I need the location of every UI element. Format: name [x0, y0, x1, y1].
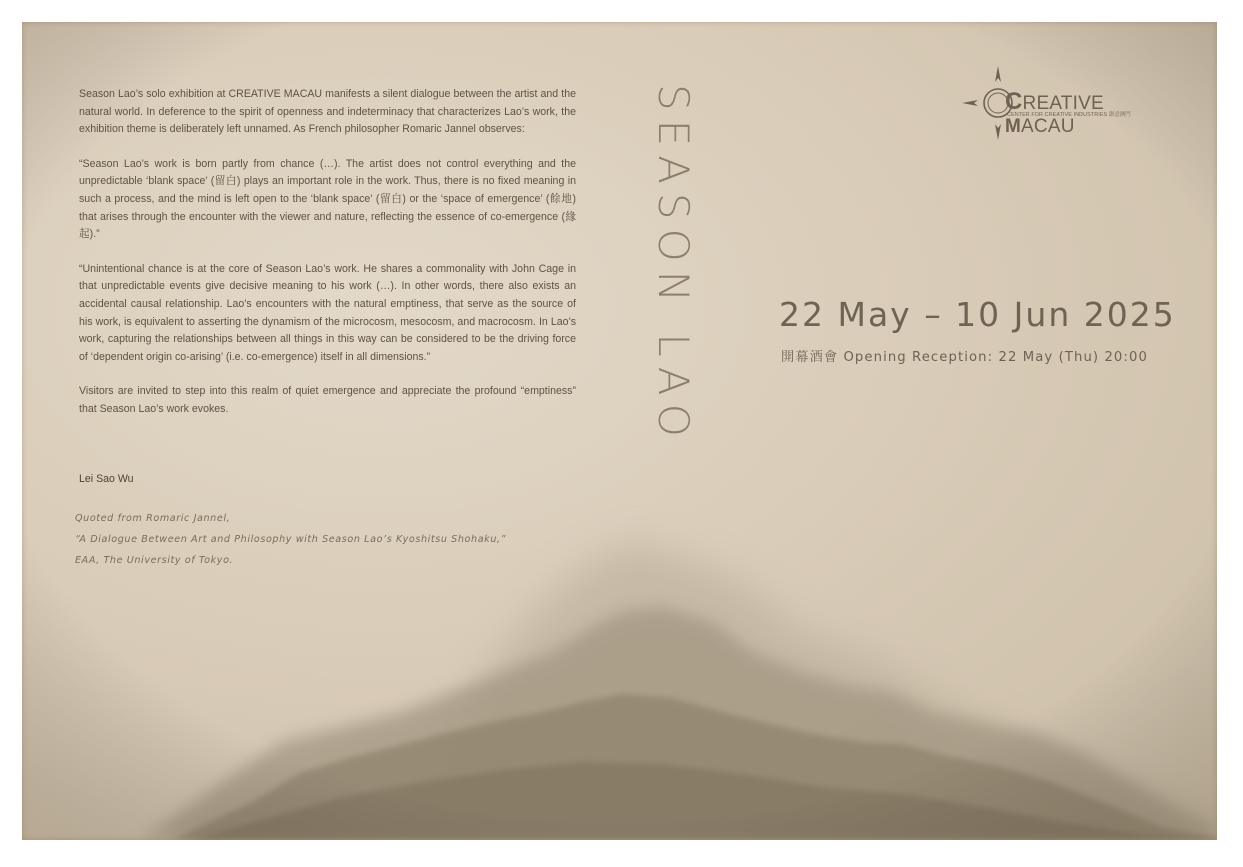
- logo-letter: C: [1005, 88, 1023, 115]
- statement-paragraph: Season Lao’s solo exhibition at CREATIVE MACAU manifests a silent dialogue between the artist and the natural world. In deference to the spirit of openness and indeterminacy that characterizes Lao’s work, the exhibition theme is deliberately left unnamed. As French philosopher Romaric Jannel observes:: [79, 88, 576, 136]
- citation-line: Quoted from Romaric Jannel,: [75, 513, 231, 524]
- opening-reception: 開幕酒會 Opening Reception: 22 May (Thu) 20:00: [781, 350, 1148, 365]
- author-name: Lei Sao Wu: [79, 473, 134, 485]
- logo-text: REATIVE: [1022, 93, 1104, 114]
- quote-paragraph: “Unintentional chance is at the core of Season Lao’s work. He shares a commonality with John Cage in that unpredictable events give decisive meaning to his work (…). In other words, there also exists an accidental causal relationship. Lao’s encounters with the natural emptiness, that serve as the source of his work, is equivalent to asserting the dynamism of the microcosm, mesocosm, and macrocosm. In Lao’s work, capturing the relationships between all things in this way can be considered to be the driving force of ‘dependent origin co-arising’ (i.e. co-emergence) itself in all dimensions.”: [79, 262, 576, 363]
- logo-text: ACAU: [1021, 116, 1075, 137]
- quote-paragraph: “Season Lao’s work is born partly from chance (…). The artist does not control everything and the unpredictable ‘blank space’ (留白) plays an important role in the work. Thus, there is no fixed meaning in such a process, and the mind is left open to the ‘blank space’ (留白) or the ‘space of emergence’ (餘地) that arises through the encounter with the viewer and nature, reflecting the essence of co-emergence (緣起).”: [79, 157, 576, 241]
- logo-letter: M: [1005, 116, 1022, 137]
- logo-subtitle: CENTER FOR CREATIVE INDUSTRIES 創意澳門: [1007, 112, 1131, 118]
- statement-paragraph: Visitors are invited to step into this realm of quiet emergence and appreciate the profound “emptiness” that Season Lao’s work evokes.: [79, 385, 576, 415]
- exhibition-dates: 22 May – 10 Jun 2025: [779, 295, 1176, 334]
- creative-macau-logo: [962, 66, 1177, 140]
- citation-line: EAA, The University of Tokyo.: [75, 555, 234, 566]
- artist-title: SEASON LAO: [649, 84, 698, 446]
- citation: [75, 508, 506, 571]
- citation-line: “A Dialogue Between Art and Philosophy with Season Lao’s Kyoshitsu Shohaku,”: [75, 534, 507, 545]
- exhibition-statement: [79, 86, 576, 436]
- poster-paper: [22, 22, 1217, 840]
